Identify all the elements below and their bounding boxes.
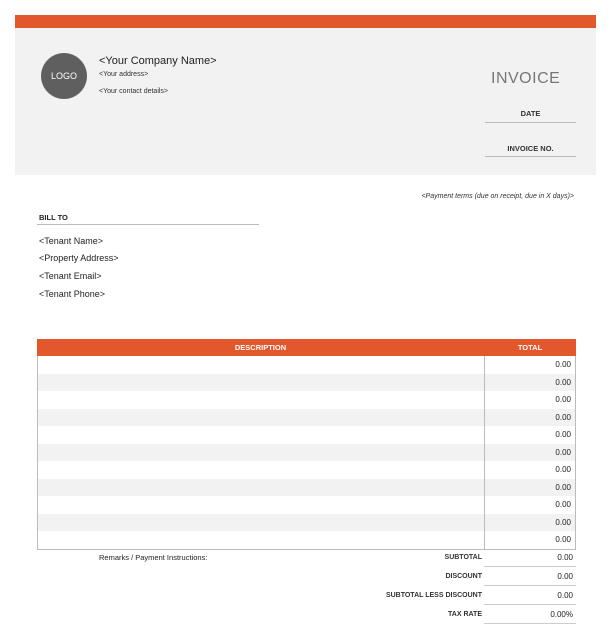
invoice-title: INVOICE — [491, 70, 561, 87]
description-cell[interactable] — [38, 531, 485, 549]
subtotal-less-discount-value: 0.00 — [557, 591, 573, 600]
description-cell[interactable] — [38, 461, 485, 479]
description-cell[interactable] — [38, 479, 485, 497]
company-name[interactable]: <Your Company Name> — [99, 55, 217, 67]
subtotal-less-discount-label: SUBTOTAL LESS DISCOUNT — [385, 592, 482, 599]
table-row — [38, 444, 575, 462]
logo-label: LOGO — [50, 71, 77, 81]
description-cell[interactable] — [38, 496, 485, 514]
discount-divider — [484, 585, 576, 586]
accent-top-bar — [15, 15, 596, 28]
total-cell[interactable]: 0.00 — [555, 482, 571, 492]
table-row — [38, 496, 575, 514]
tenant-name[interactable]: <Tenant Name> — [39, 236, 104, 246]
company-logo — [41, 53, 87, 99]
tenant-phone[interactable]: <Tenant Phone> — [39, 289, 106, 299]
subtotal-divider — [484, 566, 576, 567]
remarks-label: Remarks / Payment Instructions: — [99, 553, 208, 562]
tax-rate-divider — [484, 623, 576, 624]
tenant-email[interactable]: <Tenant Email> — [39, 271, 102, 281]
table-row — [38, 531, 575, 549]
company-contact[interactable]: <Your contact details> — [99, 88, 169, 95]
subtotal-less-discount-divider — [484, 604, 576, 605]
total-cell[interactable]: 0.00 — [555, 377, 571, 387]
total-cell[interactable]: 0.00 — [555, 500, 571, 509]
subtotal-value: 0.00 — [557, 553, 573, 562]
description-cell[interactable] — [38, 374, 485, 392]
bill-to-divider — [37, 224, 259, 225]
total-cell[interactable]: 0.00 — [555, 430, 571, 439]
total-header: TOTAL — [517, 343, 543, 352]
tenant-property-address[interactable]: <Property Address> — [39, 253, 119, 263]
description-cell[interactable] — [38, 409, 485, 427]
discount-label: DISCOUNT — [445, 573, 482, 580]
table-header — [37, 339, 576, 356]
payment-terms[interactable]: <Payment terms (due on receipt, due in X days)> — [421, 193, 574, 200]
table-row — [38, 479, 575, 497]
table-body — [37, 356, 576, 550]
total-cell[interactable]: 0.00 — [555, 535, 571, 544]
invoice-number-label: INVOICE NO. — [507, 144, 554, 153]
company-address[interactable]: <Your address> — [99, 71, 149, 78]
total-cell[interactable]: 0.00 — [555, 360, 571, 369]
table-row — [38, 356, 575, 374]
table-row — [38, 514, 575, 532]
description-header: DESCRIPTION — [234, 343, 287, 352]
table-row — [38, 426, 575, 444]
description-cell[interactable] — [38, 356, 485, 374]
description-cell[interactable] — [38, 426, 485, 444]
total-cell[interactable]: 0.00 — [555, 465, 571, 474]
date-field-line[interactable] — [485, 122, 576, 123]
table-row — [38, 391, 575, 409]
total-cell[interactable]: 0.00 — [555, 447, 571, 457]
total-cell[interactable]: 0.00 — [555, 395, 571, 404]
tax-rate-label: TAX RATE — [448, 611, 482, 618]
tax-rate-value[interactable]: 0.00% — [550, 610, 573, 619]
table-row — [38, 409, 575, 427]
subtotal-label: SUBTOTAL — [444, 554, 482, 561]
description-cell[interactable] — [38, 444, 485, 462]
description-cell[interactable] — [38, 391, 485, 409]
bill-to-label: BILL TO — [39, 213, 68, 222]
invoice-number-field-line[interactable] — [485, 156, 576, 157]
description-cell[interactable] — [38, 514, 485, 532]
total-cell[interactable]: 0.00 — [555, 412, 571, 422]
date-label: DATE — [520, 109, 541, 118]
total-cell[interactable]: 0.00 — [555, 517, 571, 527]
table-row — [38, 374, 575, 392]
discount-value[interactable]: 0.00 — [557, 572, 573, 581]
invoice-header — [15, 28, 596, 175]
line-items-table — [37, 339, 576, 550]
table-row — [38, 461, 575, 479]
